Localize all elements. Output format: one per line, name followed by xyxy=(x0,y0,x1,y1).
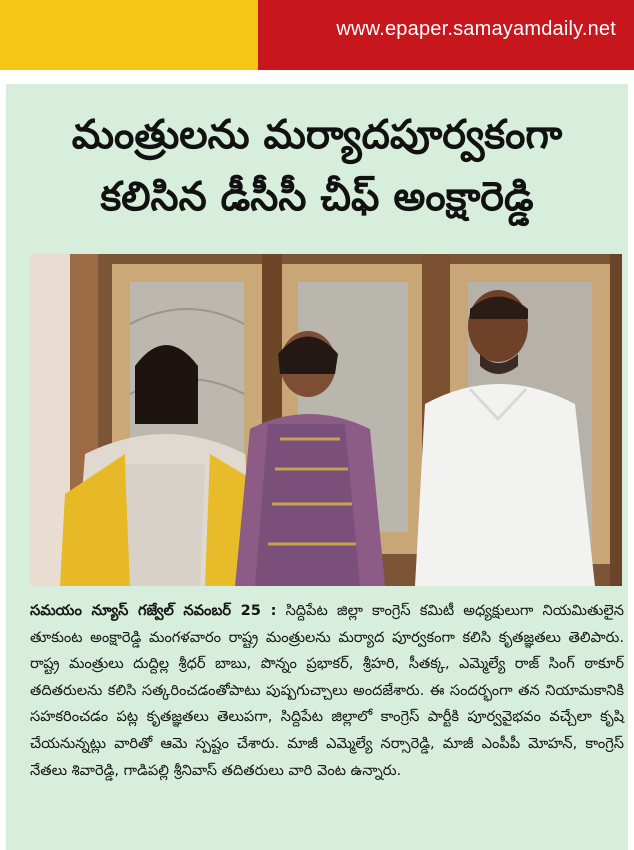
masthead-yellow-band xyxy=(0,0,262,70)
article-clipping xyxy=(6,84,628,850)
headline-line-1: మంత్రులను మర్యాదపూర్వకంగా xyxy=(71,112,563,158)
article-photo xyxy=(30,254,622,586)
article-headline xyxy=(6,104,628,228)
masthead-bar xyxy=(0,0,634,70)
site-url[interactable]: www.epaper.samayamdaily.net xyxy=(336,18,616,40)
article-body-text: సిద్దిపేట జిల్లా కాంగ్రెస్ కమిటీ అధ్యక్షులుగా నియమితులైన తూకుంట అంక్షారెడ్డి మంగళవారం రాష్ట్ర మంత్రులను మర్యాద పూర్వకంగా కలిసి కృతజ్ఞతలు తెలిపారు. రాష్ట్ర మంత్రులు దుద్దిల్ల శ్రీధర్ బాబు, పొన్నం ప్రభాకర్, శ్రీహరి, సీతక్క, ఎమ్మెల్యే రాజ్ సింగ్ ఠాకూర్ తదితరులను కలిసి సత్కరించడంతోపాటు పుష్పగుచ్చాలు అందజేశారు. ఈ సందర్భంగా తన నియామకానికి సహకరించడం పట్ల కృతజ్ఞతలు తెలుపగా, సిద్దిపేట జిల్లాలో కాంగ్రెస్ పార్టీకి పూర్వవైభవం వచ్చేలా కృషి చేయనున్నట్లు వారితో ఆమె స్పష్టం చేశారు. మాజీ ఎమ్మెల్యే నర్సారెడ్డి, మాజీ ఎంపీపీ మోహన్, కాంగ్రెస్ నేతలు శివారెడ్డి, గాడిపల్లి శ్రీనివాస్ తదితరులు వారి వెంట ఉన్నారు. xyxy=(30,602,624,779)
article-body xyxy=(30,598,624,784)
headline-line-2: కలిసిన డీసీసీ చీఫ్ అంక్షారెడ్డి xyxy=(100,174,534,220)
article-dateline: సమయం న్యూస్ గజ్వేల్ నవంబర్ 25 : xyxy=(30,602,277,619)
photo-illustration xyxy=(30,254,622,586)
